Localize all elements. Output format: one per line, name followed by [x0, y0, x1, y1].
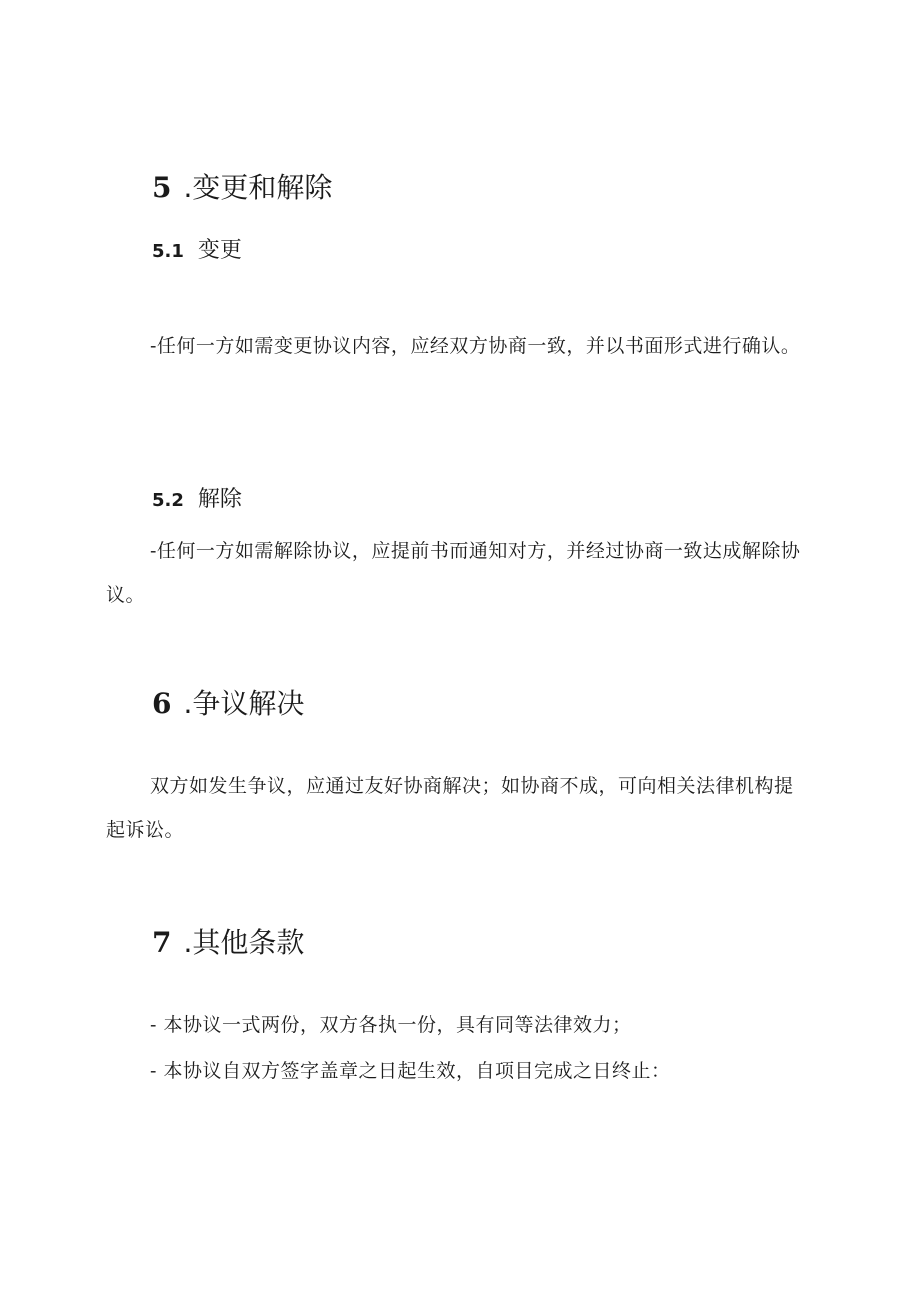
- section-6-number: 6: [152, 687, 172, 720]
- section-7-heading: [152, 925, 304, 961]
- section-5-2-title: 解除: [197, 487, 242, 512]
- section-5-1-number: 5.1: [152, 241, 184, 262]
- section-5-1-title: 变更: [197, 238, 242, 263]
- section-5-title: .变更和解除: [183, 171, 333, 204]
- section-5-heading: [152, 170, 332, 206]
- section-6-heading: [152, 686, 304, 722]
- section-6-paragraph: 双方如发生争议，应通过友好协商解决；如协商不成，可向相关法律机构提起诉讼。: [106, 775, 794, 841]
- section-7-title: .其他条款: [183, 926, 305, 959]
- section-7-number: 7: [152, 926, 172, 959]
- section-5-number: 5: [152, 171, 172, 204]
- section-5-1-heading: [152, 236, 242, 267]
- section-5-2-number: 5.2: [152, 490, 184, 511]
- section-7-item: - 本协议一式两份，双方各执一份，具有同等法律效力；: [150, 1014, 632, 1036]
- section-5-2-paragraph: -任何一方如需解除协议，应提前书而通知对方，并经过协商一致达成解除协议。: [106, 540, 801, 606]
- section-5-2-heading: [152, 485, 242, 516]
- section-6-title: .争议解决: [183, 687, 305, 720]
- section-5-1-paragraph: -任何一方如需变更协议内容，应经双方协商一致，并以书面形式进行确认。: [150, 335, 801, 357]
- section-7-item: - 本协议自双方签字盖章之日起生效，自项目完成之日终止：: [150, 1060, 671, 1082]
